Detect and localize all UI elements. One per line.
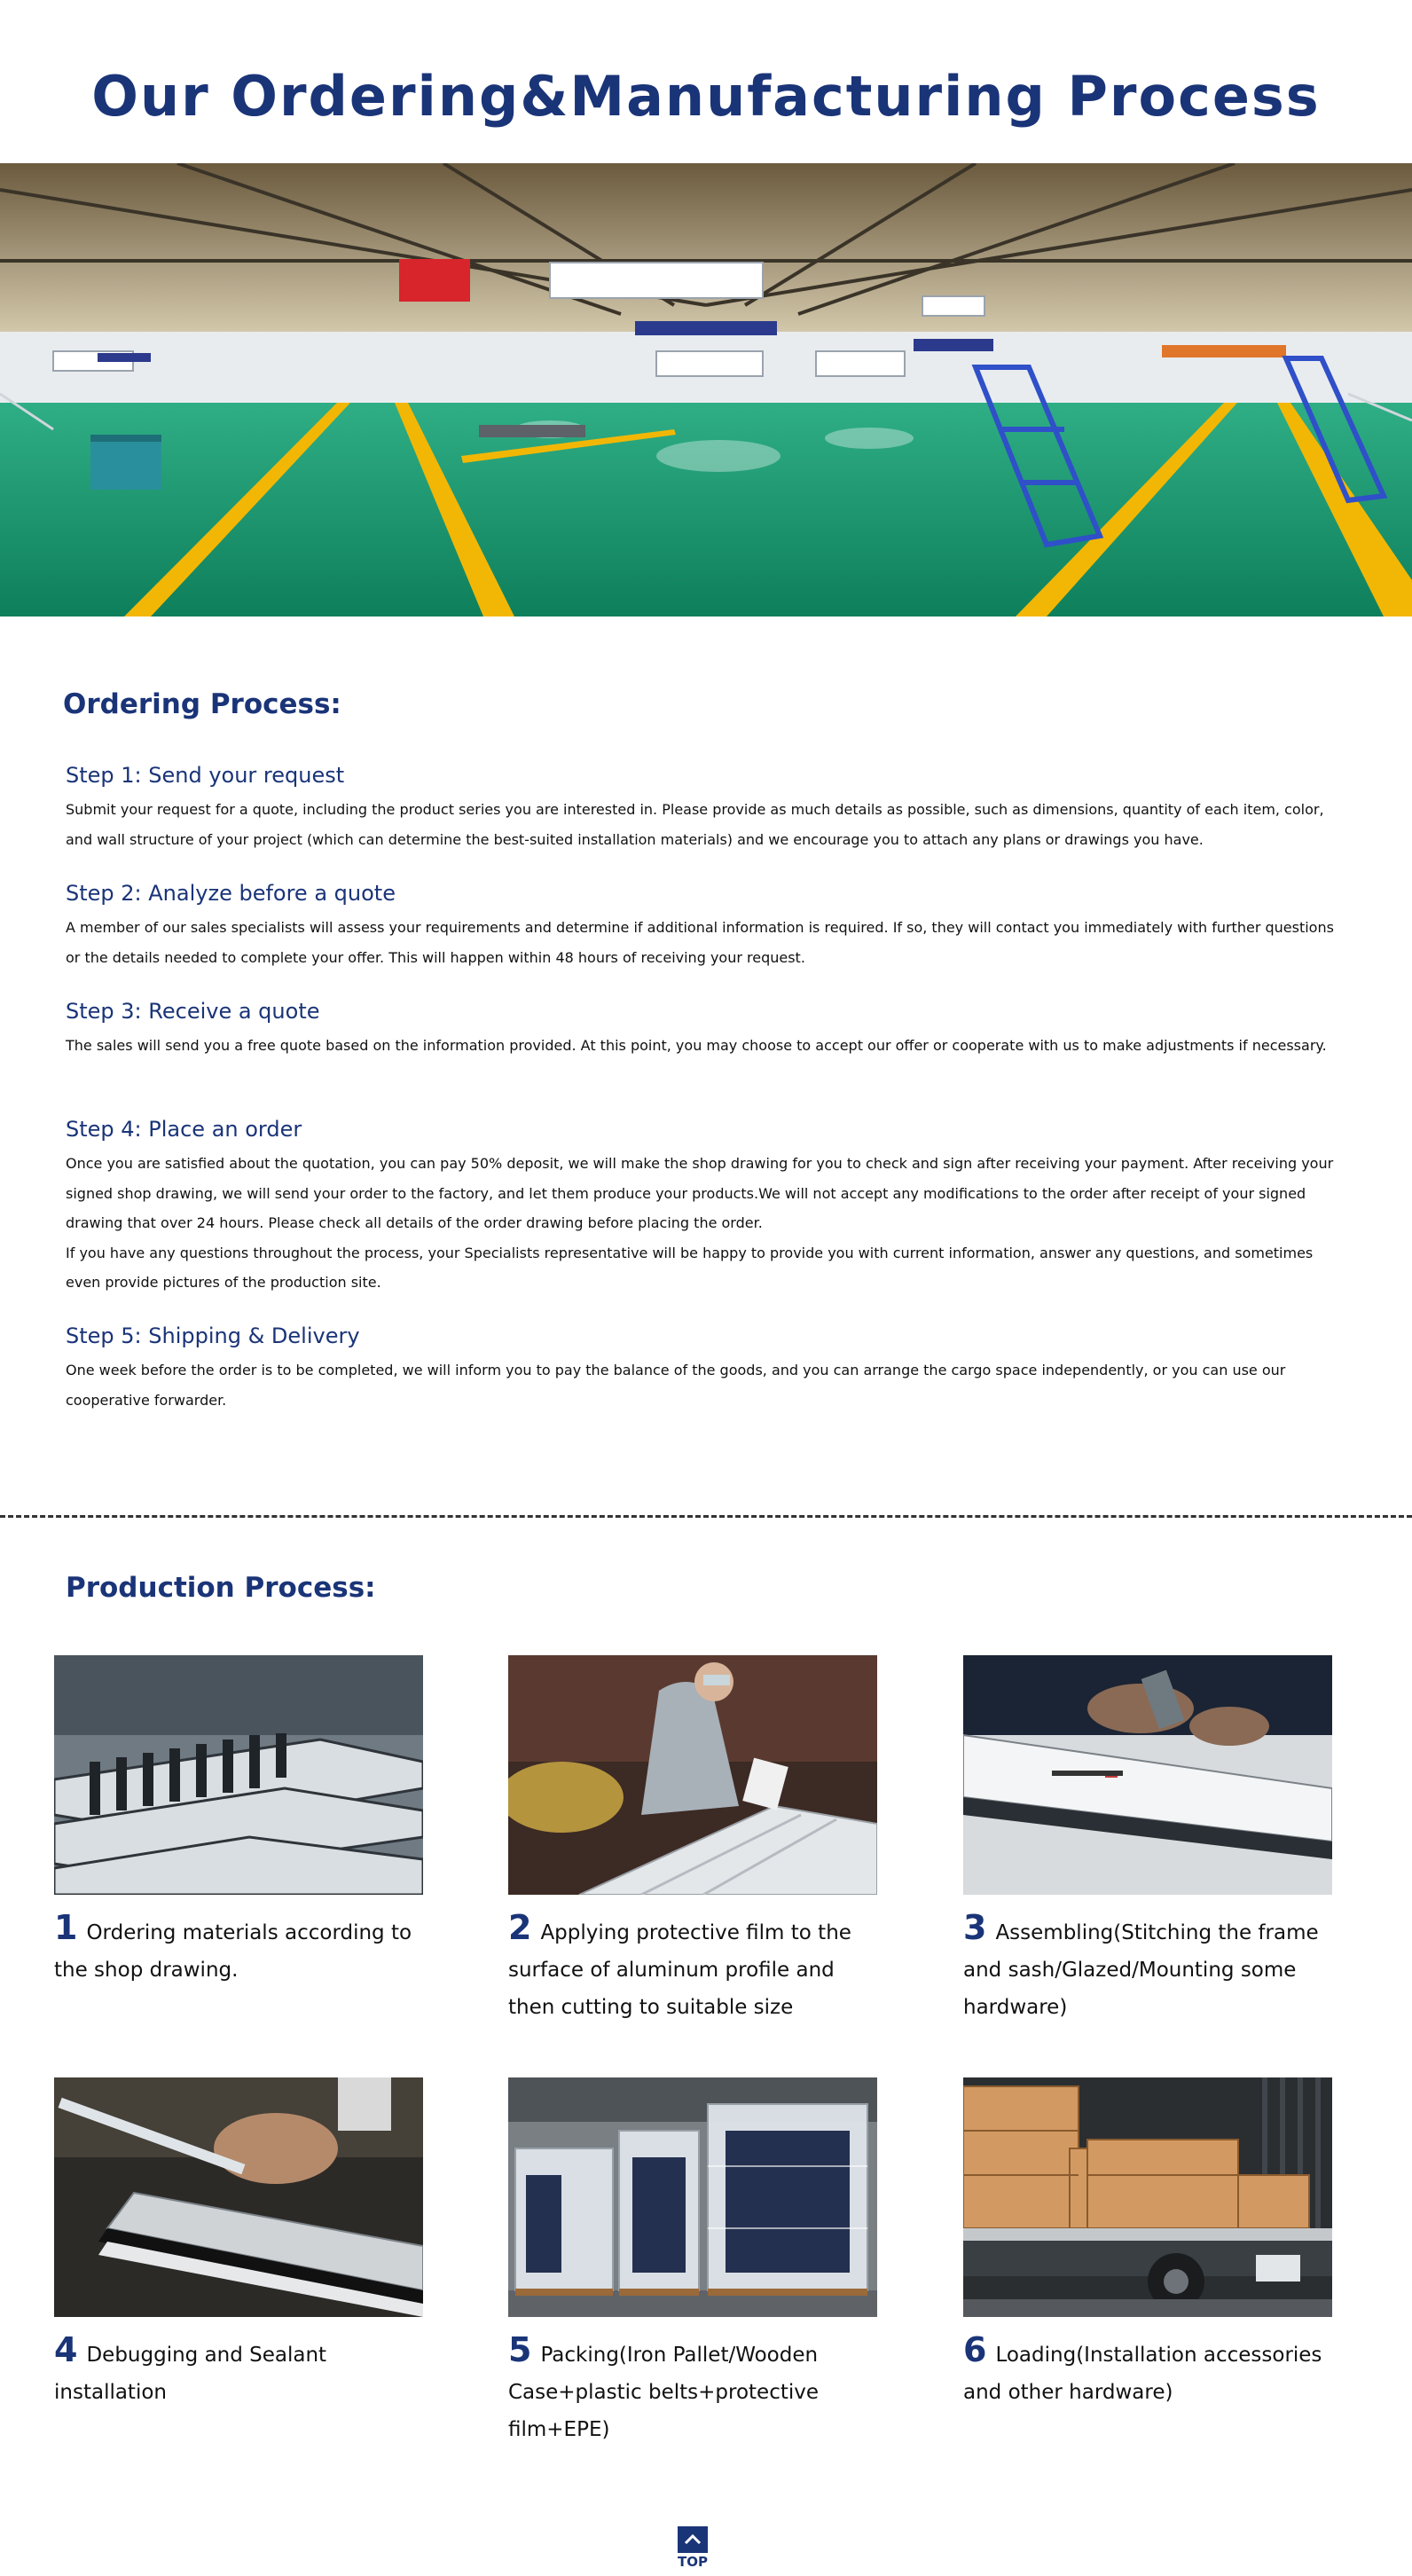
back-to-top-button[interactable] (677, 2526, 709, 2571)
step-number: 4 (54, 2330, 78, 2369)
step-caption: Packing(Iron Pallet/Wooden Case+plastic belts+protective film+EPE) (508, 2344, 820, 2441)
production-step-5 (508, 2077, 877, 2448)
step-caption: Ordering materials according to the shop drawing. (54, 1921, 412, 1982)
production-step-3 (963, 1655, 1332, 2026)
step-title: Step 2: Analyze before a quote (66, 881, 396, 906)
chevron-up-icon (678, 2526, 708, 2553)
production-step-2 (508, 1655, 877, 2026)
page-title: Our Ordering&Manufacturing Process (91, 64, 1321, 129)
truck-loading-photo (963, 2077, 1332, 2317)
step-number: 2 (508, 1908, 532, 1947)
back-to-top-label: TOP (678, 2554, 708, 2570)
step-number: 1 (54, 1908, 78, 1947)
packing-photo (508, 2077, 877, 2317)
production-step-6 (963, 2077, 1332, 2411)
step-description: The sales will send you a free quote based on the information provided. At this point, you may choose to accept our offer or cooperate with us to make adjustments if necessary. (66, 1037, 1327, 1054)
step-title: Step 1: Send your request (66, 763, 345, 788)
step-description: A member of our sales specialists will assess your requirements and determine if additional information is required. If so, they will contact you immediately with further questions or the details needed to complete your offer. This will happen within 48 hours of receiving your request. (66, 919, 1334, 966)
step-description: Once you are satisfied about the quotation, you can pay 50% deposit, we will make the shop drawing for you to check and sign after receiving your payment. After receiving your signed shop drawing, we will send your order to the factory, and let them produce your products.We will not accept any modifications to the order after receipt of your signed drawing that over 24 hours. Please check all details of the order drawing before placing the order. (66, 1155, 1334, 1231)
step-caption: Debugging and Sealant installation (54, 2344, 327, 2404)
ordering-process-heading: Ordering Process: (63, 688, 341, 720)
section-divider (0, 1515, 1412, 1518)
ordering-step-1 (66, 763, 1334, 854)
step-caption: Applying protective film to the surface of aluminum profile and then cutting to suitable size (508, 1921, 851, 2019)
production-process-heading: Production Process: (66, 1572, 376, 1604)
ordering-step-5 (66, 1323, 1334, 1415)
production-step-1 (54, 1655, 423, 1989)
step-description: One week before the order is to be completed, we will inform you to pay the balance of the goods, and you can arrange the cargo space independently, or you can use our cooperative forwarder. (66, 1362, 1286, 1409)
step-title: Step 5: Shipping & Delivery (66, 1323, 360, 1348)
step-description-extra: If you have any questions throughout the process, your Specialists representative will be happy to provide you with current information, answer any questions, and sometimes even provide pictures of the production site. (66, 1244, 1314, 1291)
film-application-photo (508, 1655, 877, 1895)
step-title: Step 3: Receive a quote (66, 999, 320, 1024)
step-description: Submit your request for a quote, including the product series you are interested in. Please provide as much details as possible, such as dimensions, quantity of each item, color, and wall structure of your project (which can determine the best-suited installation materials) and we encourage you to attach any plans or drawings you have. (66, 801, 1324, 848)
step-caption: Loading(Installation accessories and other hardware) (963, 2344, 1322, 2404)
step-number: 3 (963, 1908, 987, 1947)
production-step-4 (54, 2077, 423, 2411)
ordering-step-3 (66, 999, 1334, 1061)
ordering-step-4 (66, 1117, 1334, 1298)
step-title: Step 4: Place an order (66, 1117, 302, 1142)
step-number: 6 (963, 2330, 987, 2369)
aluminum-profiles-photo (54, 1655, 423, 1895)
step-number: 5 (508, 2330, 532, 2369)
sealant-installation-photo (54, 2077, 423, 2317)
ordering-step-2 (66, 881, 1334, 972)
step-caption: Assembling(Stitching the frame and sash/Glazed/Mounting some hardware) (963, 1921, 1319, 2019)
factory-banner-image (0, 163, 1412, 617)
frame-assembly-photo (963, 1655, 1332, 1895)
